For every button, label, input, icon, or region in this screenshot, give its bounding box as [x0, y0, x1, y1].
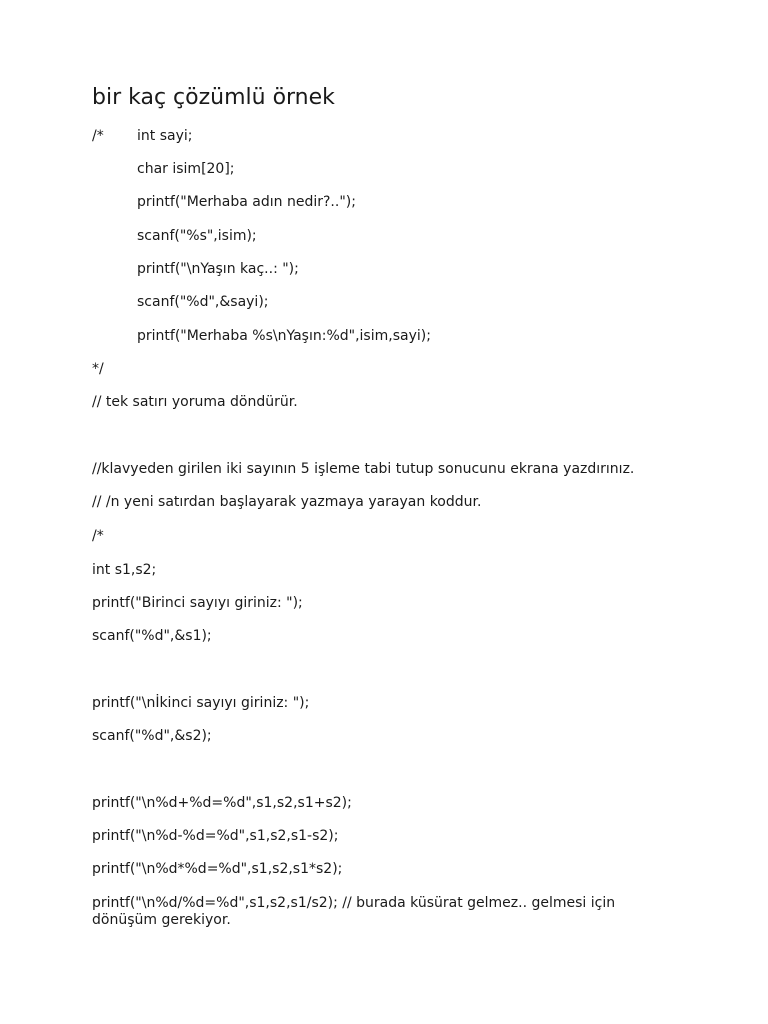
code-line: scanf("%s",isim);: [137, 228, 257, 244]
code-line: int sayi;: [137, 128, 193, 144]
code-line: int s1,s2;: [92, 562, 157, 578]
code-line: printf("Merhaba %s\nYaşın:%d",isim,sayi);: [137, 328, 431, 344]
code-line: printf("\n%d*%d=%d",s1,s2,s1*s2);: [92, 861, 343, 877]
code-line: scanf("%d",&sayi);: [137, 294, 269, 310]
code-line: printf("\nYaşın kaç..: ");: [137, 261, 299, 277]
code-line: scanf("%d",&s1);: [92, 628, 212, 644]
comment-open-marker: /*: [92, 528, 104, 544]
page-title: bir kaç çözümlü örnek: [92, 85, 335, 110]
comment-line: //klavyeden girilen iki sayının 5 işleme tabi tutup sonucunu ekrana yazdırınız.: [92, 461, 635, 477]
code-line: char isim[20];: [137, 161, 235, 177]
code-line: printf("\n%d/%d=%d",s1,s2,s1/s2); // burada küsürat gelmez.. gelmesi için dönüşüm gerekiyor.: [92, 895, 616, 928]
comment-open-marker: /*: [92, 128, 104, 144]
code-line: scanf("%d",&s2);: [92, 728, 212, 744]
comment-line: // tek satırı yoruma döndürür.: [92, 394, 298, 410]
code-line: printf("\n%d-%d=%d",s1,s2,s1-s2);: [92, 828, 339, 844]
code-line: printf("Merhaba adın nedir?..");: [137, 194, 356, 210]
comment-close-marker: */: [92, 361, 104, 377]
code-line: printf("\n%d+%d=%d",s1,s2,s1+s2);: [92, 795, 352, 811]
code-line: printf("Birinci sayıyı giriniz: ");: [92, 595, 303, 611]
comment-line: // /n yeni satırdan başlayarak yazmaya yarayan koddur.: [92, 494, 482, 510]
code-line: printf("\nİkinci sayıyı giriniz: ");: [92, 695, 310, 711]
